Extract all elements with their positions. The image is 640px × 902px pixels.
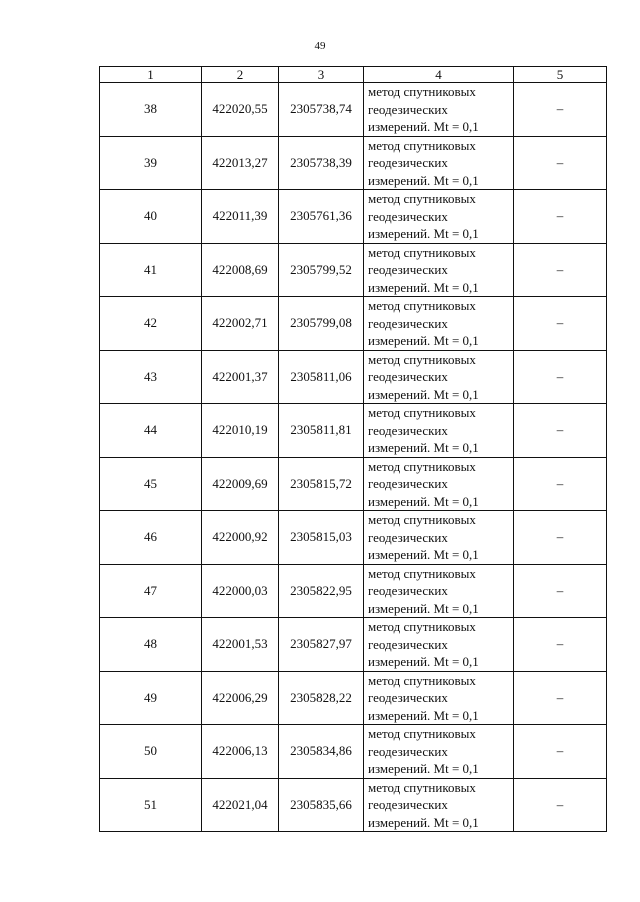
table-row (100, 190, 607, 244)
method-line-3: измерений. Mt = 0,1 (368, 386, 479, 402)
header-col-2: 2 (202, 67, 279, 83)
table-row (100, 243, 607, 297)
header-col-1: 1 (100, 67, 202, 83)
method-description (364, 136, 514, 190)
method-line-3: измерений. Mt = 0,1 (368, 172, 479, 188)
coordinate-x: 422008,69 (202, 243, 279, 297)
method-line-3: измерений. Mt = 0,1 (368, 814, 479, 830)
coordinate-y: 2305815,03 (279, 511, 364, 565)
method-line-2: геодезических (368, 583, 448, 598)
coordinate-y: 2305835,66 (279, 778, 364, 832)
note-dash: – (514, 404, 607, 458)
note-dash: – (514, 297, 607, 351)
coordinate-y: 2305811,81 (279, 404, 364, 458)
note-dash: – (514, 190, 607, 244)
method-line-3: измерений. Mt = 0,1 (368, 279, 479, 295)
method-line-2: геодезических (368, 476, 448, 491)
method-line-1: метод спутниковых (368, 672, 476, 688)
note-dash: – (514, 457, 607, 511)
table-row (100, 404, 607, 458)
method-line-2: геодезических (368, 743, 448, 759)
method-line-1: метод спутниковых (368, 458, 476, 474)
coordinate-x: 422010,19 (202, 404, 279, 458)
table-row (100, 136, 607, 190)
point-number: 51 (100, 778, 202, 832)
method-line-1: метод спутниковых (368, 351, 476, 367)
coordinate-x: 422011,39 (202, 190, 279, 244)
method-description (364, 511, 514, 565)
header-col-3: 3 (279, 67, 364, 83)
coordinate-y: 2305799,08 (279, 297, 364, 351)
method-line-3: измерений. Mt = 0,1 (368, 761, 479, 776)
method-line-2: геодезических (368, 262, 448, 277)
note-dash: – (514, 350, 607, 404)
coordinate-y: 2305811,06 (279, 350, 364, 404)
table-header-row (100, 67, 607, 83)
method-line-1: метод спутниковых (368, 405, 476, 420)
method-line-1: метод спутниковых (368, 565, 476, 581)
method-description (364, 778, 514, 832)
method-line-2: геодезических (368, 315, 448, 331)
method-line-3: измерений. Mt = 0,1 (368, 493, 479, 509)
point-number: 47 (100, 564, 202, 618)
point-number: 46 (100, 511, 202, 565)
method-line-2: геодезических (368, 369, 448, 384)
note-dash: – (514, 136, 607, 190)
method-description (364, 350, 514, 404)
method-line-1: метод спутниковых (368, 298, 476, 313)
method-line-1: метод спутниковых (368, 244, 476, 260)
table-body (100, 83, 607, 832)
point-number: 43 (100, 350, 202, 404)
table-row (100, 671, 607, 725)
coordinate-y: 2305827,97 (279, 618, 364, 672)
method-description (364, 190, 514, 244)
coordinate-y: 2305822,95 (279, 564, 364, 618)
method-description (364, 83, 514, 137)
method-line-2: геодезических (368, 101, 448, 117)
note-dash: – (514, 725, 607, 779)
coordinate-x: 422021,04 (202, 778, 279, 832)
point-number: 42 (100, 297, 202, 351)
note-dash: – (514, 618, 607, 672)
method-line-2: геодезических (368, 208, 448, 224)
method-line-3: измерений. Mt = 0,1 (368, 119, 479, 134)
table-row (100, 564, 607, 618)
coordinate-y: 2305828,22 (279, 671, 364, 725)
method-line-2: геодезических (368, 797, 448, 812)
coordinate-x: 422006,13 (202, 725, 279, 779)
coordinate-x: 422000,03 (202, 564, 279, 618)
method-line-2: геодезических (368, 155, 448, 170)
coordinate-y: 2305738,39 (279, 136, 364, 190)
header-col-4: 4 (364, 67, 514, 83)
method-description (364, 564, 514, 618)
point-number: 50 (100, 725, 202, 779)
method-line-2: геодезических (368, 690, 448, 705)
method-line-3: измерений. Mt = 0,1 (368, 440, 479, 455)
coordinate-x: 422013,27 (202, 136, 279, 190)
coordinate-x: 422006,29 (202, 671, 279, 725)
coordinate-x: 422009,69 (202, 457, 279, 511)
point-number: 38 (100, 83, 202, 137)
table-row (100, 83, 607, 137)
point-number: 49 (100, 671, 202, 725)
method-line-1: метод спутниковых (368, 137, 476, 153)
method-line-3: измерений. Mt = 0,1 (368, 600, 479, 616)
method-line-1: метод спутниковых (368, 779, 476, 795)
method-description (364, 618, 514, 672)
coordinate-x: 422001,53 (202, 618, 279, 672)
coordinates-table (99, 66, 607, 832)
method-line-3: измерений. Mt = 0,1 (368, 547, 479, 562)
method-description (364, 457, 514, 511)
table-row (100, 457, 607, 511)
method-line-1: метод спутниковых (368, 84, 476, 99)
method-description (364, 243, 514, 297)
method-description (364, 671, 514, 725)
note-dash: – (514, 511, 607, 565)
table-row (100, 725, 607, 779)
coordinate-y: 2305738,74 (279, 83, 364, 137)
method-line-3: измерений. Mt = 0,1 (368, 333, 479, 348)
coordinate-y: 2305761,36 (279, 190, 364, 244)
point-number: 40 (100, 190, 202, 244)
point-number: 48 (100, 618, 202, 672)
point-number: 44 (100, 404, 202, 458)
method-description (364, 404, 514, 458)
point-number: 41 (100, 243, 202, 297)
point-number: 45 (100, 457, 202, 511)
note-dash: – (514, 671, 607, 725)
coordinate-y: 2305799,52 (279, 243, 364, 297)
page-number: 49 (314, 40, 326, 52)
method-line-2: геодезических (368, 636, 448, 652)
method-line-3: измерений. Mt = 0,1 (368, 226, 479, 241)
coordinate-x: 422020,55 (202, 83, 279, 137)
method-line-2: геодезических (368, 422, 448, 438)
table-row (100, 297, 607, 351)
method-description (364, 725, 514, 779)
table-row (100, 511, 607, 565)
note-dash: – (514, 243, 607, 297)
header-col-5: 5 (514, 67, 607, 83)
method-line-1: метод спутниковых (368, 726, 476, 741)
method-line-2: геодезических (368, 529, 448, 545)
method-description (364, 297, 514, 351)
method-line-1: метод спутниковых (368, 512, 476, 527)
method-line-1: метод спутниковых (368, 191, 476, 206)
coordinate-y: 2305815,72 (279, 457, 364, 511)
table-row (100, 350, 607, 404)
method-line-3: измерений. Mt = 0,1 (368, 707, 479, 723)
table-row (100, 778, 607, 832)
method-line-3: измерений. Mt = 0,1 (368, 654, 479, 669)
coordinate-x: 422001,37 (202, 350, 279, 404)
note-dash: – (514, 564, 607, 618)
coordinate-y: 2305834,86 (279, 725, 364, 779)
coordinate-x: 422000,92 (202, 511, 279, 565)
coordinate-x: 422002,71 (202, 297, 279, 351)
method-line-1: метод спутниковых (368, 619, 476, 634)
point-number: 39 (100, 136, 202, 190)
table-row (100, 618, 607, 672)
note-dash: – (514, 83, 607, 137)
note-dash: – (514, 778, 607, 832)
